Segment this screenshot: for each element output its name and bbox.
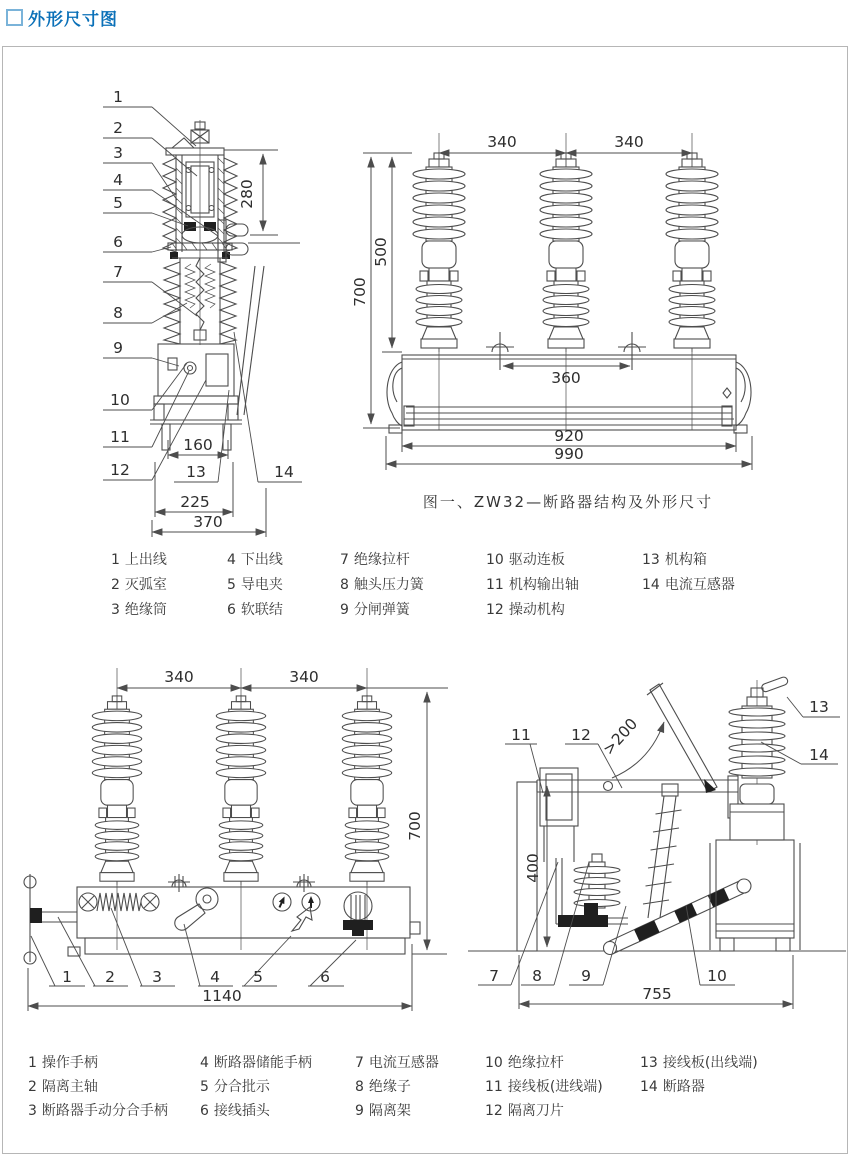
- legend-item: 8 触头压力簧: [340, 577, 424, 593]
- svg-text:>200: >200: [599, 714, 642, 759]
- legend-item: 13 接线板(出线端): [640, 1055, 758, 1071]
- legend-item: 14 电流互感器: [642, 577, 735, 593]
- manual-handle: [175, 888, 218, 930]
- section-marker-icon: [6, 9, 23, 26]
- legend-item: 11 接线板(进线端): [485, 1079, 603, 1095]
- svg-text:700: 700: [406, 811, 424, 841]
- legend-item: 1 上出线: [111, 552, 167, 568]
- svg-text:4: 4: [210, 968, 220, 986]
- dim-160: [168, 436, 228, 459]
- svg-text:360: 360: [551, 369, 581, 387]
- legend-item: 2 隔离主轴: [28, 1079, 98, 1095]
- dim-360: [503, 366, 630, 387]
- figure2-side-drawing: [450, 648, 850, 1016]
- legend-item: 14 断路器: [640, 1079, 705, 1095]
- figure2-side-callouts: [478, 697, 840, 985]
- legend-item: 5 导电夹: [227, 577, 283, 593]
- opening-angle: [599, 715, 664, 778]
- svg-text:6: 6: [320, 968, 330, 986]
- legend-item: 7 电流互感器: [355, 1055, 439, 1071]
- svg-text:11: 11: [110, 428, 130, 446]
- legend-item: 4 下出线: [227, 552, 283, 568]
- legend-item: 6 接线插头: [200, 1103, 270, 1119]
- dim-700: [351, 153, 412, 428]
- svg-text:280: 280: [238, 179, 256, 209]
- svg-text:340: 340: [289, 668, 319, 686]
- svg-text:500: 500: [372, 237, 390, 267]
- svg-text:400: 400: [524, 853, 542, 883]
- svg-text:14: 14: [809, 746, 829, 764]
- figure1-callouts: [103, 88, 302, 482]
- breaker-pole: [710, 676, 800, 951]
- legend-item: 8 绝缘子: [355, 1079, 411, 1095]
- legend-item: 12 隔离刀片: [485, 1103, 564, 1119]
- svg-text:340: 340: [614, 133, 644, 151]
- svg-text:160: 160: [183, 436, 213, 454]
- base-box: [77, 874, 420, 954]
- open-blade: [647, 683, 717, 793]
- poles: [92, 668, 391, 950]
- svg-text:700: 700: [351, 277, 369, 307]
- legend-item: 13 机构箱: [642, 552, 707, 568]
- svg-text:3: 3: [152, 968, 162, 986]
- svg-text:8: 8: [113, 304, 123, 322]
- svg-text:13: 13: [186, 463, 206, 481]
- svg-text:13: 13: [809, 698, 829, 716]
- svg-text:990: 990: [554, 445, 584, 463]
- legend-item: 2 灭弧室: [111, 577, 167, 593]
- svg-text:3: 3: [113, 144, 123, 162]
- svg-text:1: 1: [113, 88, 123, 106]
- svg-text:11: 11: [511, 726, 531, 744]
- svg-text:340: 340: [487, 133, 517, 151]
- pole-section: [150, 120, 300, 450]
- svg-text:9: 9: [581, 967, 591, 985]
- svg-text:10: 10: [707, 967, 727, 985]
- legend-item: 11 机构输出轴: [486, 577, 579, 593]
- svg-text:10: 10: [110, 391, 130, 409]
- dim-340-left: [117, 668, 241, 688]
- figure2-front-drawing: [5, 648, 450, 1016]
- legend-item: 4 断路器储能手柄: [200, 1055, 312, 1071]
- dim-340-left: [439, 133, 566, 153]
- legend-item: 9 分闸弹簧: [340, 602, 410, 618]
- legend-item: 10 驱动连板: [486, 552, 565, 568]
- svg-text:7: 7: [113, 263, 123, 281]
- page-title: 外形尺寸图: [28, 10, 118, 30]
- legend-item: 6 软联结: [227, 602, 283, 618]
- svg-text:4: 4: [113, 171, 123, 189]
- legend-item: 10 绝缘拉杆: [485, 1055, 564, 1071]
- figure1-front-drawing: [351, 112, 850, 477]
- dim-340-right: [566, 133, 692, 153]
- wiring-plug: [343, 892, 373, 936]
- svg-text:14: 14: [274, 463, 294, 481]
- svg-text:225: 225: [180, 493, 210, 511]
- svg-text:1: 1: [62, 968, 72, 986]
- position-indicators: [273, 893, 320, 931]
- svg-text:370: 370: [193, 513, 223, 531]
- figure1-caption: 图一、ZW32—断路器结构及外形尺寸: [422, 493, 714, 511]
- svg-text:12: 12: [110, 461, 130, 479]
- svg-text:5: 5: [253, 968, 263, 986]
- svg-text:7: 7: [489, 967, 499, 985]
- spring: [79, 893, 159, 911]
- svg-text:755: 755: [642, 985, 672, 1003]
- svg-text:6: 6: [113, 233, 123, 251]
- figure2-legend: [28, 1051, 758, 1123]
- legend-item: 1 操作手柄: [28, 1055, 98, 1071]
- dim-500: [372, 157, 402, 352]
- legend-item: 3 断路器手动分合手柄: [28, 1103, 168, 1119]
- svg-text:920: 920: [554, 427, 584, 445]
- svg-text:8: 8: [532, 967, 542, 985]
- svg-text:2: 2: [105, 968, 115, 986]
- figure1-section-drawing: [58, 56, 312, 548]
- middle-insulator: [643, 784, 682, 918]
- svg-text:12: 12: [571, 726, 591, 744]
- legend-item: 5 分合批示: [200, 1079, 270, 1095]
- dim-340-right: [241, 668, 367, 688]
- figure1-legend: [111, 548, 735, 623]
- svg-text:9: 9: [113, 339, 123, 357]
- legend-item: 7 绝缘拉杆: [340, 552, 410, 568]
- operating-handle: [24, 874, 80, 964]
- legend-item: 12 操动机构: [486, 602, 565, 618]
- svg-text:2: 2: [113, 119, 123, 137]
- svg-text:340: 340: [164, 668, 194, 686]
- svg-text:5: 5: [113, 194, 123, 212]
- dim-400: [524, 786, 547, 947]
- legend-item: 9 隔离架: [355, 1103, 411, 1119]
- svg-text:1140: 1140: [202, 987, 242, 1005]
- section-header: [6, 5, 118, 30]
- legend-item: 3 绝缘筒: [111, 602, 167, 618]
